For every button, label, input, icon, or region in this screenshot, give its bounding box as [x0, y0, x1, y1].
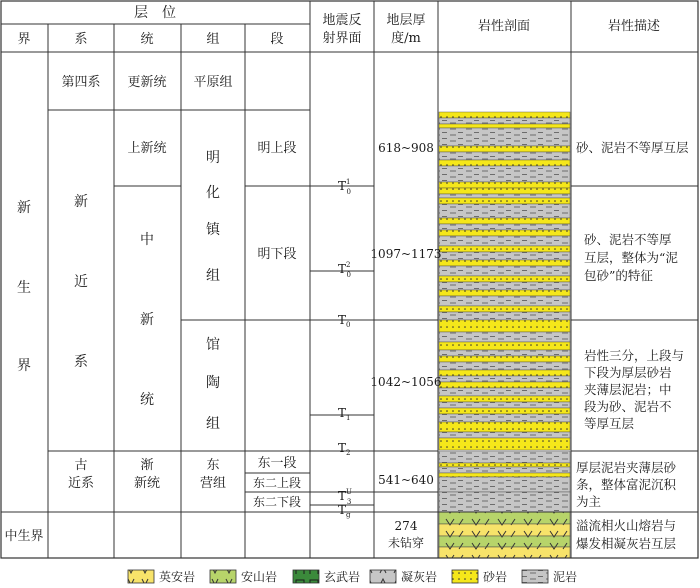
series-oligocene-line1: 渐 — [140, 458, 154, 473]
member-dong2-lower: 东二下段 — [252, 495, 302, 509]
series-miocene-char1: 中 — [140, 232, 154, 248]
seismic-T2: $T_2$ — [338, 441, 351, 457]
mudstone-bed — [439, 204, 570, 218]
mudstone-bed — [439, 282, 570, 290]
mudstone-bed — [439, 224, 570, 230]
seismic-Tg: $T_g$ — [338, 503, 351, 519]
desc-lower-minghuazhen-line1: 砂、泥岩不等厚 — [584, 232, 672, 247]
seismic-T0-2: $T^2$ 0 — [338, 261, 351, 279]
desc-dongying-line1: 厚层泥岩夹薄层砂 — [576, 460, 677, 475]
desc-dongying-line2: 条，整体富泥沉积 — [576, 477, 677, 492]
thickness-mesozoic-note: 未钻穿 — [387, 536, 425, 550]
sandstone-bed — [439, 230, 570, 236]
sandstone-bed — [439, 382, 570, 388]
mudstone-bed — [439, 362, 570, 370]
desc-guantao-line4: 段为砂、泥岩不 — [584, 399, 672, 414]
seismic-column — [338, 178, 352, 519]
mudstone-bed — [439, 350, 570, 356]
member-upper-minghuazhen: 明上段 — [257, 141, 297, 156]
col-header-series: 统 — [140, 32, 154, 47]
formation-dongying-line1: 东 — [206, 458, 220, 473]
system-paleogene-line1: 古 — [74, 458, 88, 473]
formation-pingyuan: 平原组 — [193, 75, 233, 90]
sandstone-bed — [439, 306, 570, 312]
desc-dongying-line3: 为主 — [576, 494, 602, 509]
legend-swatch-basalt — [293, 570, 319, 583]
formation-guantao-char3: 组 — [206, 416, 220, 432]
mudstone-bed — [439, 477, 570, 492]
sandstone-bed — [439, 342, 570, 350]
seismic-T1: $T_1$ — [338, 406, 351, 422]
sandstone-bed — [439, 438, 570, 450]
sandstone-bed — [439, 246, 570, 252]
formation-minghuazhen-char3: 镇 — [206, 222, 220, 238]
sandstone-bed — [439, 146, 570, 152]
erathem-mesozoic: 中生界 — [4, 529, 44, 544]
sandstone-bed — [439, 198, 570, 204]
mudstone-bed — [439, 152, 570, 160]
legend-swatch-andesite — [210, 570, 236, 583]
sandstone-bed — [439, 290, 570, 296]
desc-lower-minghuazhen-line3: 包砂”的特征 — [584, 268, 653, 283]
desc-mesozoic-line2: 爆发相凝灰岩互层 — [576, 536, 677, 551]
seismic-T0-1: $T^1$ 0 — [338, 178, 351, 196]
thickness-lower-minghuazhen: 1097~1173 — [370, 247, 442, 261]
legend-label-basalt: 玄武岩 — [324, 570, 361, 584]
sandstone-bed — [439, 408, 570, 414]
mudstone-bed — [439, 118, 570, 124]
desc-guantao-line2: 下段为厚层砂岩 — [584, 365, 672, 380]
system-neogene-char2: 近 — [74, 274, 88, 290]
formation-guantao-char2: 陶 — [206, 375, 220, 391]
col-header-formation: 组 — [206, 32, 220, 47]
sandstone-bed — [439, 396, 570, 402]
thickness-dongying: 541~640 — [378, 473, 434, 487]
desc-guantao-line1: 岩性三分，上段与 — [584, 348, 685, 363]
desc-lower-minghuazhen-line2: 互层，整体为“泥 — [584, 250, 678, 265]
legend — [128, 569, 577, 584]
mudstone-bed — [439, 402, 570, 408]
sandstone-bed — [439, 260, 570, 266]
system-column — [61, 75, 100, 491]
series-miocene-char2: 新 — [140, 312, 154, 328]
thickness-guantao: 1042~1056 — [370, 375, 442, 389]
legend-swatch-tuff — [370, 570, 396, 583]
formation-minghuazhen-char1: 明 — [206, 150, 220, 166]
sandstone-bed — [439, 370, 570, 376]
member-lower-minghuazhen: 明下段 — [257, 247, 297, 262]
formation-minghuazhen-char2: 化 — [206, 185, 220, 201]
dacite-bed — [439, 547, 570, 558]
andesite-bed — [439, 512, 570, 524]
legend-swatch-dacite — [128, 570, 154, 583]
mudstone-bed — [439, 166, 570, 182]
legend-label-sandstone: 砂岩 — [483, 570, 508, 584]
col-header-description: 岩性描述 — [607, 19, 661, 34]
series-pliocene: 上新统 — [127, 141, 167, 156]
mudstone-bed — [439, 414, 570, 422]
mudstone-bed — [439, 388, 570, 396]
seismic-T3U: $T^U$ 3 — [338, 488, 352, 506]
mudstone-bed — [439, 296, 570, 306]
description-column — [576, 140, 689, 551]
member-column — [253, 141, 301, 509]
mudstone-bed — [439, 128, 570, 146]
sandstone-bed — [439, 320, 570, 332]
seismic-T0: $T_0$ — [338, 313, 351, 329]
sandstone-bed — [439, 160, 570, 166]
andesite-bed — [439, 536, 570, 547]
series-oligocene-line2: 新统 — [133, 476, 161, 491]
dacite-bed — [439, 524, 570, 536]
member-dong2-upper: 东二上段 — [252, 476, 302, 490]
desc-guantao-line5: 等厚互层 — [584, 416, 635, 431]
mudstone-bed — [439, 332, 570, 342]
sandstone-bed — [439, 124, 570, 128]
member-dong1: 东一段 — [257, 456, 297, 471]
thickness-column — [370, 141, 441, 550]
mudstone-bed — [439, 451, 570, 463]
formation-column — [193, 75, 232, 491]
legend-label-andesite: 安山岩 — [241, 570, 278, 584]
erathem-cenozoic-char1: 新 — [17, 200, 31, 216]
formation-minghuazhen-char4: 组 — [206, 268, 220, 284]
series-miocene-char3: 统 — [140, 392, 154, 408]
col-header-erathem: 界 — [17, 32, 31, 47]
system-quaternary: 第四系 — [61, 75, 101, 90]
sandstone-bed — [439, 218, 570, 224]
mudstone-bed — [439, 492, 570, 512]
col-header-thickness-line1: 地层厚 — [386, 13, 426, 28]
col-header-section: 岩性剖面 — [477, 19, 531, 34]
col-header-member: 段 — [270, 32, 284, 47]
erathem-column — [4, 200, 43, 544]
lithology-section — [439, 112, 570, 558]
system-neogene-char3: 系 — [74, 354, 88, 370]
sandstone-bed — [439, 463, 570, 467]
system-neogene-char1: 新 — [74, 194, 88, 210]
sandstone-bed — [439, 356, 570, 362]
mudstone-bed — [439, 376, 570, 382]
mudstone-bed — [439, 312, 570, 320]
legend-label-tuff: 凝灰岩 — [401, 570, 438, 584]
col-header-seismic-line2: 射界面 — [322, 31, 362, 46]
erathem-cenozoic-char3: 界 — [17, 358, 31, 374]
col-header-thickness-line2: 度/m — [391, 31, 421, 46]
desc-guantao-line3: 夹薄层泥岩；中 — [584, 382, 672, 397]
thickness-upper-minghuazhen: 618~908 — [378, 141, 434, 155]
sandstone-bed — [439, 188, 570, 194]
mudstone-bed — [439, 266, 570, 276]
legend-label-dacite: 英安岩 — [159, 570, 196, 584]
series-column — [127, 74, 166, 491]
sandstone-bed — [439, 473, 570, 477]
legend-label-mudstone: 泥岩 — [553, 570, 578, 584]
formation-dongying-line2: 营组 — [199, 476, 227, 491]
sandstone-bed — [439, 422, 570, 432]
formation-guantao-char1: 馆 — [206, 337, 220, 353]
desc-mesozoic-line1: 溢流相火山熔岩与 — [576, 518, 677, 533]
strata-group-header: 层 位 — [134, 5, 176, 21]
col-header-system: 系 — [74, 32, 88, 47]
desc-upper-minghuazhen: 砂、泥岩不等厚互层 — [576, 140, 689, 155]
erathem-cenozoic-char2: 生 — [17, 280, 31, 296]
mudstone-bed — [439, 194, 570, 198]
series-pleistocene: 更新统 — [127, 75, 167, 90]
legend-swatch-mudstone — [522, 570, 548, 583]
legend-swatch-sandstone — [452, 570, 478, 583]
sandstone-bed — [439, 276, 570, 282]
mudstone-bed — [439, 252, 570, 260]
mudstone-bed — [439, 236, 570, 246]
mudstone-bed — [439, 467, 570, 473]
system-paleogene-line2: 近系 — [67, 476, 95, 491]
thickness-mesozoic-value: 274 — [394, 519, 418, 533]
col-header-seismic-line1: 地震反 — [322, 13, 362, 28]
sandstone-bed — [439, 112, 570, 118]
mudstone-bed — [439, 432, 570, 438]
sandstone-bed — [439, 182, 570, 188]
